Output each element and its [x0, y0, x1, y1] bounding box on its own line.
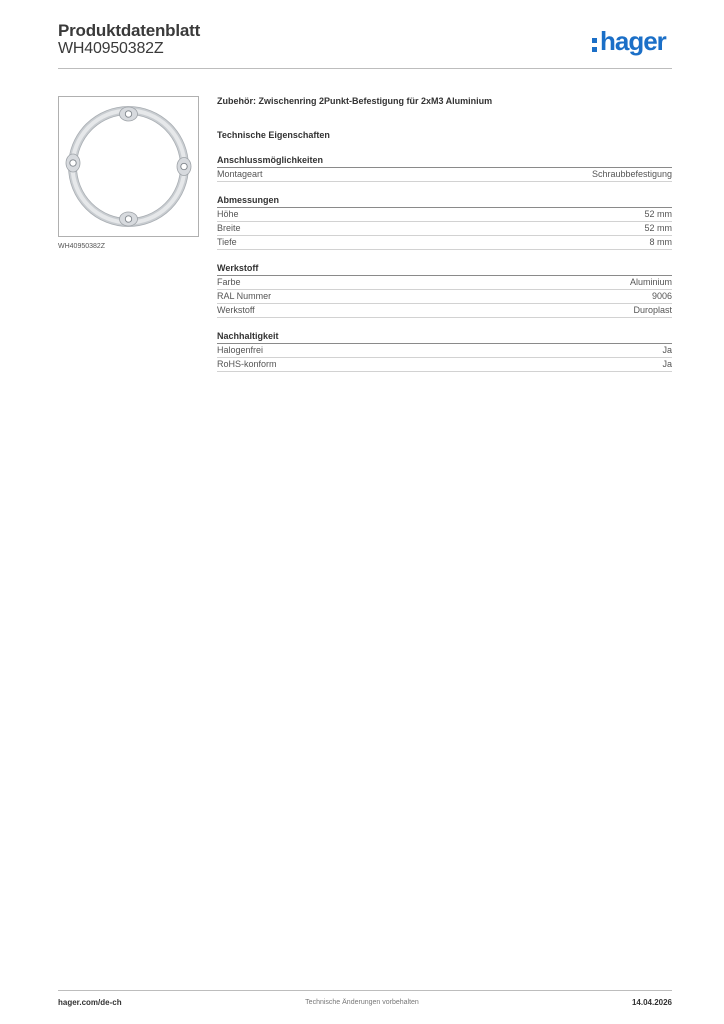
- spec-value: 8 mm: [649, 237, 672, 247]
- hager-logo: [592, 26, 666, 56]
- logo-text: hager: [600, 26, 666, 56]
- footer-url[interactable]: hager.com/de-ch: [58, 998, 122, 1007]
- spec-value: Duroplast: [633, 305, 672, 315]
- spec-value: Aluminium: [629, 277, 672, 287]
- spec-label: RAL Nummer: [217, 291, 272, 301]
- ring-illustration: [59, 97, 198, 236]
- image-caption: WH40950382Z: [58, 243, 106, 250]
- spec-row: [217, 304, 672, 318]
- spec-value: 9006: [651, 291, 672, 301]
- spec-group-heading: Werkstoff: [217, 262, 672, 276]
- spec-label: Montageart: [217, 169, 263, 179]
- logo-colon-icon: [592, 31, 598, 53]
- spec-content: [217, 94, 672, 372]
- spec-group-heading: Anschlussmöglichkeiten: [217, 154, 672, 168]
- spec-group-heading: Abmessungen: [217, 194, 672, 208]
- spec-group: [217, 154, 672, 182]
- product-image: [58, 96, 199, 237]
- spec-row: [217, 290, 672, 304]
- spec-value: Ja: [662, 359, 672, 369]
- section-title: Technische Eigenschaften: [217, 130, 330, 140]
- header-divider: [58, 68, 672, 69]
- spec-value: 52 mm: [644, 209, 672, 219]
- spec-group: [217, 330, 672, 372]
- spec-row: [217, 208, 672, 222]
- spec-group: [217, 262, 672, 318]
- spec-row: [217, 358, 672, 372]
- spec-row: [217, 276, 672, 290]
- spec-row: [217, 222, 672, 236]
- product-number: WH40950382Z: [58, 40, 164, 57]
- footer-disclaimer: Technische Änderungen vorbehalten: [305, 999, 419, 1006]
- spec-label: RoHS-konform: [217, 359, 277, 369]
- footer-date: 14.04.2026: [631, 998, 672, 1007]
- spec-groups: [217, 154, 672, 372]
- product-description: Zubehör: Zwischenring 2Punkt-Befestigung für 2xM3 Aluminium: [217, 96, 493, 106]
- spec-label: Breite: [217, 223, 241, 233]
- spec-group: [217, 194, 672, 250]
- spec-row: [217, 236, 672, 250]
- spec-label: Werkstoff: [217, 305, 255, 315]
- footer-divider: [58, 990, 672, 991]
- spec-label: Halogenfrei: [217, 345, 264, 355]
- spec-value: Schraubbefestigung: [591, 169, 672, 179]
- spec-label: Höhe: [217, 209, 239, 219]
- spec-value: 52 mm: [644, 223, 672, 233]
- spec-label: Tiefe: [217, 237, 237, 247]
- spec-row: [217, 168, 672, 182]
- spec-value: Ja: [662, 345, 672, 355]
- spec-group-heading: Nachhaltigkeit: [217, 330, 672, 344]
- page-title: Produktdatenblatt: [58, 21, 201, 40]
- spec-label: Farbe: [217, 277, 241, 287]
- spec-row: [217, 344, 672, 358]
